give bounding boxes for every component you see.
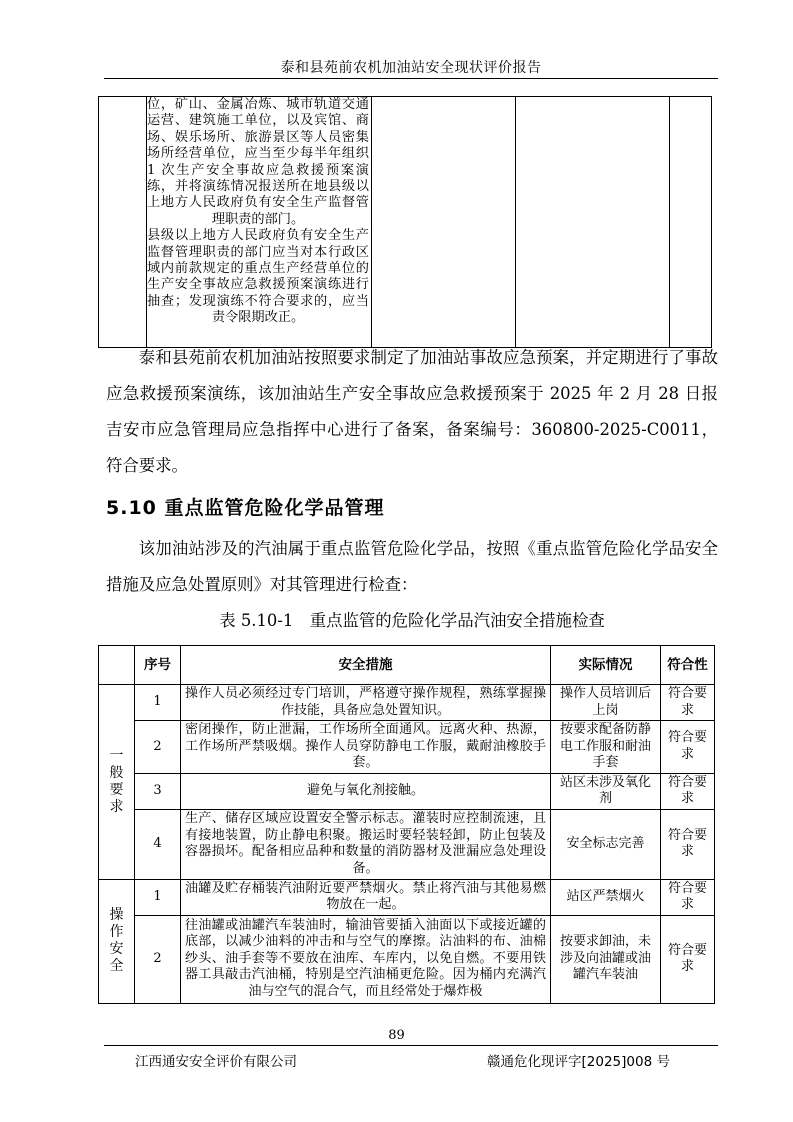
actual-cell: 按要求卸油，未涉及向油罐或油罐汽车装油 bbox=[551, 915, 661, 1003]
page-number: 89 bbox=[388, 1028, 405, 1043]
header-conform: 符合性 bbox=[661, 646, 715, 685]
row-number: 2 bbox=[135, 721, 181, 774]
row-number: 3 bbox=[135, 773, 181, 809]
actual-cell: 安全标志完善 bbox=[551, 809, 661, 879]
requirement-paragraph: 县级以上地方人民政府负有安全生产监督管理职责的部门应当对本行政区域内前款规定的重点生产经营单位的生产安全事故应急救援预案演练进行抽查；发现演练不符合要求的，应当责令限期改正。 bbox=[147, 228, 369, 326]
table-row bbox=[99, 915, 715, 1003]
footer-rule bbox=[104, 1045, 718, 1046]
group-label: 操作安全 bbox=[99, 879, 135, 1003]
table-header-row bbox=[99, 646, 715, 685]
actual-cell: 按要求配备防静电工作服和耐油手套 bbox=[551, 721, 661, 774]
paragraph-hazardous-chemicals: 该加油站涉及的汽油属于重点监管危险化学品，按照《重点监管危险化学品安全措施及应急处置原则》对其管理进行检查： bbox=[106, 539, 718, 594]
measure-cell: 生产、储存区域应设置安全警示标志。灌装时应控制流速，且有接地装置，防止静电积聚。搬运时要轻装轻卸，防止包装及容器损坏。配备相应品种和数量的消防器材及泄漏应急处理设备。 bbox=[181, 809, 551, 879]
column-divider bbox=[371, 97, 372, 347]
requirement-paragraph: 位，矿山、金属冶炼、城市轨道交通运营、建筑施工单位，以及宾馆、商场、娱乐场所、旅游景区等人员密集场所经营单位，应当至少每半年组织 1 次生产安全事故应急救援预案演练，并将演练情况报送所在地县级以上地方人民政府负有安全生产监督管理职责的部门。 bbox=[147, 97, 369, 227]
measure-cell: 油罐及贮存桶装汽油附近要严禁烟火。禁止将汽油与其他易燃物放在一起。 bbox=[181, 879, 551, 915]
table-row bbox=[99, 721, 715, 774]
footer-report-number: 赣通危化现评字[2025]008 号 bbox=[487, 1054, 670, 1070]
requirement-text bbox=[147, 97, 369, 327]
measure-cell: 密闭操作，防止泄漏，工作场所全面通风。远离火种、热源，工作场所严禁吸烟。操作人员穿防静电工作服，戴耐油橡胶手套。 bbox=[181, 721, 551, 774]
conform-cell: 符合要求 bbox=[661, 809, 715, 879]
column-divider bbox=[515, 97, 516, 347]
measure-cell: 往油罐或油罐汽车装油时，输油管要插入油面以下或接近罐的底部，以减少油料的冲击和与空气的摩擦。沾油料的布、油棉纱头、油手套等不要放在油库、车库内，以免自燃。不要用铁器工具敲击汽油桶，特别是空汽油桶更危险。因为桶内充满汽油与空气的混合气，而且经常处于爆炸极 bbox=[181, 915, 551, 1003]
actual-cell: 站区严禁烟火 bbox=[551, 879, 661, 915]
row-number: 2 bbox=[135, 915, 181, 1003]
page-header-title: 泰和县苑前农机加油站安全现状评价报告 bbox=[280, 60, 542, 76]
conform-cell: 符合要求 bbox=[661, 685, 715, 721]
row-number: 4 bbox=[135, 809, 181, 879]
continued-table bbox=[98, 96, 712, 348]
table-row bbox=[99, 773, 715, 809]
conform-cell: 符合要求 bbox=[661, 773, 715, 809]
column-divider bbox=[669, 97, 670, 347]
conform-cell: 符合要求 bbox=[661, 879, 715, 915]
measure-cell: 操作人员必须经过专门培训，严格遵守操作规程，熟练掌握操作技能，具备应急处置知识。 bbox=[181, 685, 551, 721]
conform-cell: 符合要求 bbox=[661, 915, 715, 1003]
header-measure: 安全措施 bbox=[181, 646, 551, 685]
measure-cell: 避免与氧化剂接触。 bbox=[181, 773, 551, 809]
safety-measures-table bbox=[98, 645, 715, 1004]
table-row bbox=[99, 685, 715, 721]
conform-cell: 符合要求 bbox=[661, 721, 715, 774]
row-number: 1 bbox=[135, 685, 181, 721]
section-heading: 5.10 重点监管危险化学品管理 bbox=[106, 497, 385, 519]
table-row bbox=[99, 879, 715, 915]
table-row bbox=[99, 809, 715, 879]
header-group bbox=[99, 646, 135, 685]
group-label: 一般要求 bbox=[99, 685, 135, 880]
row-number: 1 bbox=[135, 879, 181, 915]
header-actual: 实际情况 bbox=[551, 646, 661, 685]
header-seq: 序号 bbox=[135, 646, 181, 685]
footer-company: 江西通安安全评价有限公司 bbox=[135, 1054, 297, 1070]
header-rule bbox=[104, 78, 718, 79]
paragraph-emergency-plan: 泰和县苑前农机加油站按照要求制定了加油站事故应急预案，并定期进行了事故应急救援预案演练，该加油站生产安全事故应急救援预案于 2025 年 2 月 28 日报吉安市应急管理局应急指挥中心进行了备案，备案编号：360800-2025-C0011，符合要求。 bbox=[106, 348, 718, 475]
table-caption: 表 5.10-1 重点监管的危险化学品汽油安全措施检查 bbox=[219, 611, 605, 630]
actual-cell: 操作人员培训后上岗 bbox=[551, 685, 661, 721]
actual-cell: 站区未涉及氧化剂 bbox=[551, 773, 661, 809]
